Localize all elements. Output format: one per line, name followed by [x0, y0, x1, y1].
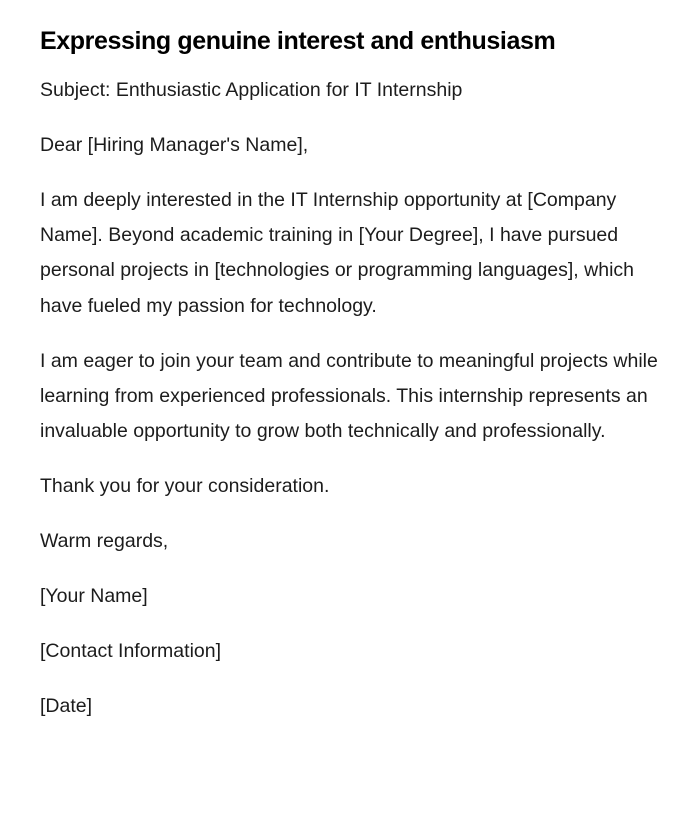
sender-contact: [Contact Information] [40, 640, 222, 663]
body-paragraph-interest: I am deeply interested in the IT Internship opportunity at [Company Name]. Beyond academic training in [Your Degree], I have pursued personal projects in [technologies or programming languages], which have fueled my passion for technology. [40, 189, 634, 317]
letter-date: [Date] [40, 695, 93, 718]
closing-thanks: Thank you for your consideration. [40, 475, 330, 498]
page-title: Expressing genuine interest and enthusiasm [40, 27, 556, 55]
sign-off: Warm regards, [40, 530, 169, 553]
sender-name: [Your Name] [40, 585, 148, 608]
body-paragraph-eagerness: I am eager to join your team and contribute to meaningful projects while learning from experienced professionals. This internship represents an invaluable opportunity to grow both technically and professionally. [40, 349, 658, 443]
subject-line: Subject: Enthusiastic Application for IT Internship [40, 79, 463, 101]
salutation: Dear [Hiring Manager's Name], [40, 134, 309, 156]
